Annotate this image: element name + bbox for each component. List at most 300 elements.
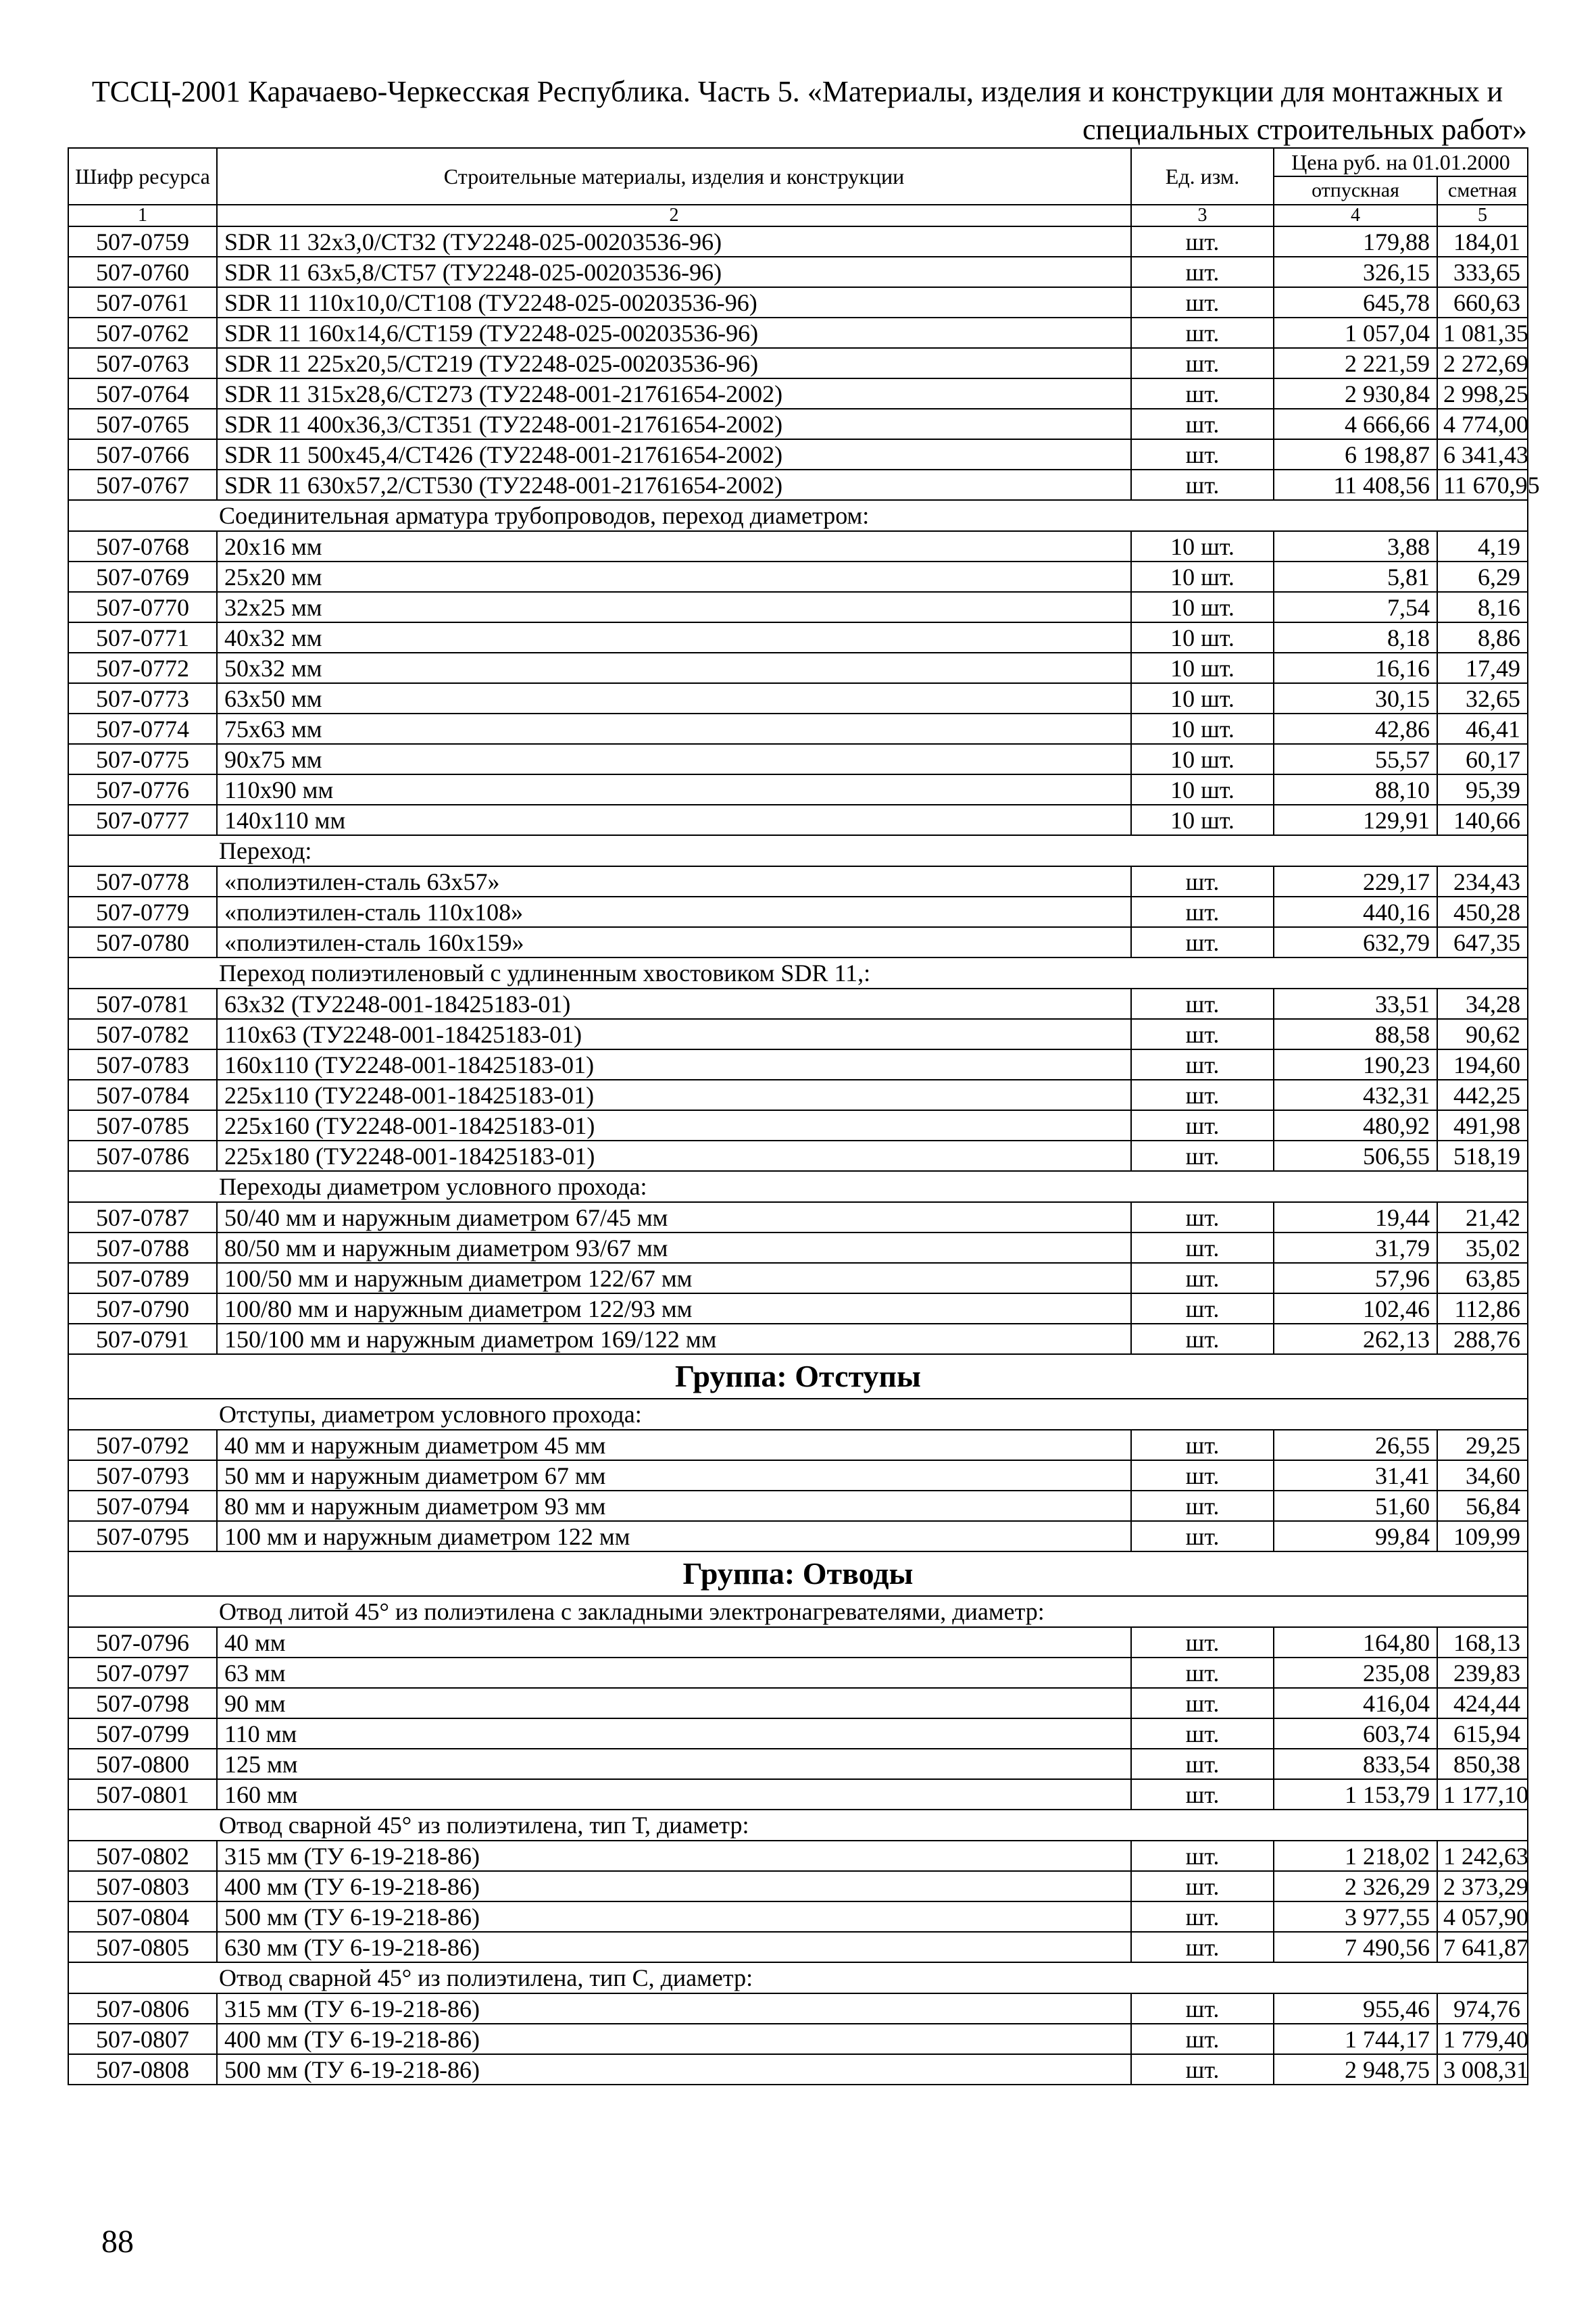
material-name: 90x75 мм <box>217 744 1131 774</box>
estimate-price: 491,98 <box>1437 1110 1528 1141</box>
estimate-price: 1 779,40 <box>1437 2024 1528 2054</box>
table-row <box>68 1521 1528 1551</box>
unit-cell: шт. <box>1131 1430 1274 1460</box>
material-name: 315 мм (ТУ 6-19-218-86) <box>217 1841 1131 1871</box>
material-name: 225x110 (ТУ2248-001-18425183-01) <box>217 1080 1131 1110</box>
estimate-price: 1 177,10 <box>1437 1779 1528 1810</box>
material-name: 32x25 мм <box>217 592 1131 622</box>
material-name: 160x110 (ТУ2248-001-18425183-01) <box>217 1049 1131 1080</box>
material-name: SDR 11 63x5,8/СТ57 (ТУ2248-025-00203536-96) <box>217 257 1131 287</box>
resource-code: 507-0801 <box>68 1779 217 1810</box>
price-table <box>68 147 1540 2085</box>
release-price: 8,18 <box>1274 622 1437 653</box>
release-price: 11 408,56 <box>1274 470 1437 500</box>
material-name: 50x32 мм <box>217 653 1131 683</box>
material-name: 40 мм и наружным диаметром 45 мм <box>217 1430 1131 1460</box>
table-row <box>68 774 1528 805</box>
estimate-price: 32,65 <box>1437 683 1528 714</box>
resource-code: 507-0792 <box>68 1430 217 1460</box>
section-heading-row <box>68 1962 1528 1993</box>
release-price: 26,55 <box>1274 1430 1437 1460</box>
unit-cell: 10 шт. <box>1131 531 1274 562</box>
release-price: 229,17 <box>1274 866 1437 897</box>
table-row <box>68 1932 1528 1962</box>
section-heading-row <box>68 1171 1528 1202</box>
unit-cell: шт. <box>1131 1293 1274 1324</box>
header-code: Шифр ресурса <box>68 148 217 205</box>
estimate-price: 112,86 <box>1437 1293 1528 1324</box>
release-price: 55,57 <box>1274 744 1437 774</box>
release-price: 2 326,29 <box>1274 1871 1437 1901</box>
table-row <box>68 318 1528 348</box>
table-row <box>68 714 1528 744</box>
resource-code: 507-0794 <box>68 1491 217 1521</box>
table-row <box>68 1718 1528 1749</box>
material-name: 50/40 мм и наружным диаметром 67/45 мм <box>217 1202 1131 1233</box>
table-row <box>68 1019 1528 1049</box>
resource-code: 507-0802 <box>68 1841 217 1871</box>
estimate-price: 7 641,87 <box>1437 1932 1528 1962</box>
material-name: 110 мм <box>217 1718 1131 1749</box>
table-row <box>68 1749 1528 1779</box>
resource-code: 507-0803 <box>68 1871 217 1901</box>
table-row <box>68 1324 1528 1354</box>
document-title <box>68 73 1527 149</box>
release-price: 179,88 <box>1274 226 1437 257</box>
unit-cell: шт. <box>1131 1993 1274 2024</box>
table-row <box>68 2054 1528 2085</box>
material-name: 40 мм <box>217 1627 1131 1658</box>
section-heading: Переходы диаметром условного прохода: <box>68 1171 1528 1202</box>
header-estimate: сметная <box>1437 176 1528 205</box>
release-price: 6 198,87 <box>1274 439 1437 470</box>
resource-code: 507-0778 <box>68 866 217 897</box>
release-price: 33,51 <box>1274 989 1437 1019</box>
group-heading-row <box>68 1551 1528 1596</box>
table-row <box>68 470 1528 500</box>
material-name: 20x16 мм <box>217 531 1131 562</box>
estimate-price: 2 373,29 <box>1437 1871 1528 1901</box>
material-name: «полиэтилен-сталь 160x159» <box>217 927 1131 957</box>
section-heading: Отвод сварной 45° из полиэтилена, тип Т, диаметр: <box>68 1810 1528 1841</box>
column-index: 5 <box>1437 205 1528 226</box>
resource-code: 507-0786 <box>68 1141 217 1171</box>
unit-cell: шт. <box>1131 470 1274 500</box>
table-row <box>68 1049 1528 1080</box>
table-row <box>68 989 1528 1019</box>
section-heading: Отвод сварной 45° из полиэтилена, тип С, диаметр: <box>68 1962 1528 1993</box>
resource-code: 507-0779 <box>68 897 217 927</box>
table-row <box>68 1491 1528 1521</box>
resource-code: 507-0775 <box>68 744 217 774</box>
estimate-price: 615,94 <box>1437 1718 1528 1749</box>
estimate-price: 168,13 <box>1437 1627 1528 1658</box>
unit-cell: шт. <box>1131 1688 1274 1718</box>
material-name: 90 мм <box>217 1688 1131 1718</box>
title-line-2: специальных строительных работ» <box>1082 113 1527 146</box>
release-price: 19,44 <box>1274 1202 1437 1233</box>
estimate-price: 1 242,63 <box>1437 1841 1528 1871</box>
release-price: 432,31 <box>1274 1080 1437 1110</box>
estimate-price: 63,85 <box>1437 1263 1528 1293</box>
estimate-price: 1 081,35 <box>1437 318 1528 348</box>
material-name: 40x32 мм <box>217 622 1131 653</box>
material-name: 100/80 мм и наружным диаметром 122/93 мм <box>217 1293 1131 1324</box>
material-name: 63x50 мм <box>217 683 1131 714</box>
resource-code: 507-0805 <box>68 1932 217 1962</box>
section-heading-row <box>68 957 1528 989</box>
header-release: отпускная <box>1274 176 1437 205</box>
material-name: 110x90 мм <box>217 774 1131 805</box>
group-heading: Группа: Отводы <box>68 1551 1528 1596</box>
material-name: 400 мм (ТУ 6-19-218-86) <box>217 2024 1131 2054</box>
resource-code: 507-0804 <box>68 1901 217 1932</box>
section-heading-row <box>68 500 1528 531</box>
release-price: 57,96 <box>1274 1263 1437 1293</box>
release-price: 129,91 <box>1274 805 1437 835</box>
estimate-price: 90,62 <box>1437 1019 1528 1049</box>
resource-code: 507-0777 <box>68 805 217 835</box>
unit-cell: шт. <box>1131 1521 1274 1551</box>
table-row <box>68 897 1528 927</box>
unit-cell: 10 шт. <box>1131 562 1274 592</box>
unit-cell: шт. <box>1131 1871 1274 1901</box>
page-number: 88 <box>101 2224 134 2260</box>
group-heading-row <box>68 1354 1528 1399</box>
table-row <box>68 1202 1528 1233</box>
resource-code: 507-0806 <box>68 1993 217 2024</box>
unit-cell: шт. <box>1131 1141 1274 1171</box>
estimate-price: 11 670,95 <box>1437 470 1528 500</box>
resource-code: 507-0761 <box>68 287 217 318</box>
table-row <box>68 531 1528 562</box>
column-index: 4 <box>1274 205 1437 226</box>
unit-cell: шт. <box>1131 2054 1274 2085</box>
table-row <box>68 653 1528 683</box>
release-price: 2 930,84 <box>1274 378 1437 409</box>
release-price: 7,54 <box>1274 592 1437 622</box>
estimate-price: 34,28 <box>1437 989 1528 1019</box>
table-row <box>68 1460 1528 1491</box>
release-price: 5,81 <box>1274 562 1437 592</box>
material-name: 225x160 (ТУ2248-001-18425183-01) <box>217 1110 1131 1141</box>
resource-code: 507-0764 <box>68 378 217 409</box>
estimate-price: 21,42 <box>1437 1202 1528 1233</box>
table-row <box>68 1658 1528 1688</box>
table-row <box>68 257 1528 287</box>
estimate-price: 29,25 <box>1437 1430 1528 1460</box>
estimate-price: 6,29 <box>1437 562 1528 592</box>
unit-cell: шт. <box>1131 1460 1274 1491</box>
section-heading: Соединительная арматура трубопроводов, переход диаметром: <box>68 500 1528 531</box>
resource-code: 507-0767 <box>68 470 217 500</box>
resource-code: 507-0765 <box>68 409 217 439</box>
header-unit: Ед. изм. <box>1131 148 1274 205</box>
material-name: SDR 11 500x45,4/СТ426 (ТУ2248-001-21761654-2002) <box>217 439 1131 470</box>
material-name: 140x110 мм <box>217 805 1131 835</box>
release-price: 30,15 <box>1274 683 1437 714</box>
unit-cell: 10 шт. <box>1131 683 1274 714</box>
material-name: SDR 11 160x14,6/СТ159 (ТУ2248-025-00203536-96) <box>217 318 1131 348</box>
table-row <box>68 1080 1528 1110</box>
table-row <box>68 1871 1528 1901</box>
release-price: 102,46 <box>1274 1293 1437 1324</box>
table-row <box>68 562 1528 592</box>
release-price: 416,04 <box>1274 1688 1437 1718</box>
unit-cell: шт. <box>1131 1901 1274 1932</box>
section-heading: Отвод литой 45° из полиэтилена с закладными электронагревателями, диаметр: <box>68 1596 1528 1627</box>
table-row <box>68 1430 1528 1460</box>
unit-cell: шт. <box>1131 348 1274 378</box>
release-price: 2 221,59 <box>1274 348 1437 378</box>
table-row <box>68 866 1528 897</box>
material-name: 110x63 (ТУ2248-001-18425183-01) <box>217 1019 1131 1049</box>
unit-cell: шт. <box>1131 897 1274 927</box>
resource-code: 507-0771 <box>68 622 217 653</box>
release-price: 1 153,79 <box>1274 1779 1437 1810</box>
unit-cell: шт. <box>1131 226 1274 257</box>
material-name: 100 мм и наружным диаметром 122 мм <box>217 1521 1131 1551</box>
estimate-price: 2 272,69 <box>1437 348 1528 378</box>
section-heading-row <box>68 1596 1528 1627</box>
unit-cell: шт. <box>1131 1627 1274 1658</box>
material-name: SDR 11 315x28,6/СТ273 (ТУ2248-001-21761654-2002) <box>217 378 1131 409</box>
estimate-price: 850,38 <box>1437 1749 1528 1779</box>
release-price: 3,88 <box>1274 531 1437 562</box>
material-name: 315 мм (ТУ 6-19-218-86) <box>217 1993 1131 2024</box>
estimate-price: 184,01 <box>1437 226 1528 257</box>
material-name: «полиэтилен-сталь 63x57» <box>217 866 1131 897</box>
material-name: SDR 11 110x10,0/СТ108 (ТУ2248-025-00203536-96) <box>217 287 1131 318</box>
estimate-price: 4 774,00 <box>1437 409 1528 439</box>
table-row <box>68 592 1528 622</box>
table-row <box>68 2024 1528 2054</box>
group-heading: Группа: Отступы <box>68 1354 1528 1399</box>
unit-cell: шт. <box>1131 1110 1274 1141</box>
resource-code: 507-0773 <box>68 683 217 714</box>
unit-cell: шт. <box>1131 1932 1274 1962</box>
unit-cell: шт. <box>1131 1841 1274 1871</box>
estimate-price: 288,76 <box>1437 1324 1528 1354</box>
resource-code: 507-0797 <box>68 1658 217 1688</box>
resource-code: 507-0783 <box>68 1049 217 1080</box>
estimate-price: 60,17 <box>1437 744 1528 774</box>
release-price: 1 744,17 <box>1274 2024 1437 2054</box>
table-row <box>68 683 1528 714</box>
material-name: 100/50 мм и наружным диаметром 122/67 мм <box>217 1263 1131 1293</box>
unit-cell: 10 шт. <box>1131 774 1274 805</box>
resource-code: 507-0772 <box>68 653 217 683</box>
release-price: 88,58 <box>1274 1019 1437 1049</box>
unit-cell: шт. <box>1131 989 1274 1019</box>
release-price: 833,54 <box>1274 1749 1437 1779</box>
resource-code: 507-0789 <box>68 1263 217 1293</box>
resource-code: 507-0769 <box>68 562 217 592</box>
unit-cell: 10 шт. <box>1131 622 1274 653</box>
table-row <box>68 1233 1528 1263</box>
unit-cell: шт. <box>1131 1491 1274 1521</box>
estimate-price: 974,76 <box>1437 1993 1528 2024</box>
table-row <box>68 1627 1528 1658</box>
resource-code: 507-0759 <box>68 226 217 257</box>
material-name: SDR 11 400x36,3/СТ351 (ТУ2248-001-21761654-2002) <box>217 409 1131 439</box>
release-price: 955,46 <box>1274 1993 1437 2024</box>
unit-cell: 10 шт. <box>1131 805 1274 835</box>
estimate-price: 450,28 <box>1437 897 1528 927</box>
section-heading-row <box>68 1810 1528 1841</box>
resource-code: 507-0791 <box>68 1324 217 1354</box>
release-price: 632,79 <box>1274 927 1437 957</box>
estimate-price: 424,44 <box>1437 1688 1528 1718</box>
table-row <box>68 744 1528 774</box>
resource-code: 507-0782 <box>68 1019 217 1049</box>
release-price: 1 218,02 <box>1274 1841 1437 1871</box>
resource-code: 507-0781 <box>68 989 217 1019</box>
estimate-price: 3 008,31 <box>1437 2054 1528 2085</box>
column-index: 3 <box>1131 205 1274 226</box>
unit-cell: 10 шт. <box>1131 714 1274 744</box>
table-row <box>68 1293 1528 1324</box>
resource-code: 507-0760 <box>68 257 217 287</box>
column-index: 2 <box>217 205 1131 226</box>
release-price: 4 666,66 <box>1274 409 1437 439</box>
estimate-price: 6 341,43 <box>1437 439 1528 470</box>
resource-code: 507-0776 <box>68 774 217 805</box>
unit-cell: 10 шт. <box>1131 653 1274 683</box>
release-price: 16,16 <box>1274 653 1437 683</box>
resource-code: 507-0795 <box>68 1521 217 1551</box>
release-price: 480,92 <box>1274 1110 1437 1141</box>
table-row <box>68 1263 1528 1293</box>
unit-cell: шт. <box>1131 927 1274 957</box>
header-price: Цена руб. на 01.01.2000 <box>1274 148 1528 176</box>
unit-cell: шт. <box>1131 287 1274 318</box>
table-row <box>68 226 1528 257</box>
estimate-price: 35,02 <box>1437 1233 1528 1263</box>
header-row <box>68 148 1528 176</box>
material-name: 160 мм <box>217 1779 1131 1810</box>
header-name: Строительные материалы, изделия и конструкции <box>217 148 1131 205</box>
estimate-price: 194,60 <box>1437 1049 1528 1080</box>
section-heading: Переход полиэтиленовый с удлиненным хвостовиком SDR 11,: <box>68 957 1528 989</box>
estimate-price: 647,35 <box>1437 927 1528 957</box>
release-price: 51,60 <box>1274 1491 1437 1521</box>
unit-cell: шт. <box>1131 1324 1274 1354</box>
table-row <box>68 1688 1528 1718</box>
material-name: 63 мм <box>217 1658 1131 1688</box>
resource-code: 507-0762 <box>68 318 217 348</box>
estimate-price: 109,99 <box>1437 1521 1528 1551</box>
unit-cell: шт. <box>1131 378 1274 409</box>
unit-cell: шт. <box>1131 1233 1274 1263</box>
table-row <box>68 348 1528 378</box>
unit-cell: шт. <box>1131 2024 1274 2054</box>
estimate-price: 56,84 <box>1437 1491 1528 1521</box>
estimate-price: 4 057,90 <box>1437 1901 1528 1932</box>
section-heading: Переход: <box>68 835 1528 866</box>
material-name: «полиэтилен-сталь 110x108» <box>217 897 1131 927</box>
column-index: 1 <box>68 205 217 226</box>
resource-code: 507-0780 <box>68 927 217 957</box>
material-name: 25x20 мм <box>217 562 1131 592</box>
table-row <box>68 1779 1528 1810</box>
unit-cell: шт. <box>1131 1779 1274 1810</box>
resource-code: 507-0798 <box>68 1688 217 1718</box>
material-name: 80 мм и наружным диаметром 93 мм <box>217 1491 1131 1521</box>
release-price: 2 948,75 <box>1274 2054 1437 2085</box>
estimate-price: 95,39 <box>1437 774 1528 805</box>
material-name: 630 мм (ТУ 6-19-218-86) <box>217 1932 1131 1962</box>
resource-code: 507-0774 <box>68 714 217 744</box>
material-name: SDR 11 32x3,0/СТ32 (ТУ2248-025-00203536-96) <box>217 226 1131 257</box>
release-price: 440,16 <box>1274 897 1437 927</box>
resource-code: 507-0770 <box>68 592 217 622</box>
estimate-price: 17,49 <box>1437 653 1528 683</box>
release-price: 31,41 <box>1274 1460 1437 1491</box>
estimate-price: 8,86 <box>1437 622 1528 653</box>
title-line-1: ТССЦ-2001 Карачаево-Черкесская Республика. Часть 5. «Материалы, изделия и конструкции для монтажных и <box>91 75 1503 108</box>
table-row <box>68 409 1528 439</box>
table-row <box>68 1141 1528 1171</box>
material-name: 50 мм и наружным диаметром 67 мм <box>217 1460 1131 1491</box>
estimate-price: 442,25 <box>1437 1080 1528 1110</box>
release-price: 164,80 <box>1274 1627 1437 1658</box>
estimate-price: 660,63 <box>1437 287 1528 318</box>
release-price: 88,10 <box>1274 774 1437 805</box>
resource-code: 507-0784 <box>68 1080 217 1110</box>
material-name: 400 мм (ТУ 6-19-218-86) <box>217 1871 1131 1901</box>
release-price: 3 977,55 <box>1274 1901 1437 1932</box>
table-row <box>68 439 1528 470</box>
resource-code: 507-0768 <box>68 531 217 562</box>
estimate-price: 234,43 <box>1437 866 1528 897</box>
release-price: 235,08 <box>1274 1658 1437 1688</box>
resource-code: 507-0808 <box>68 2054 217 2085</box>
resource-code: 507-0787 <box>68 1202 217 1233</box>
estimate-price: 8,16 <box>1437 592 1528 622</box>
section-heading-row <box>68 1399 1528 1430</box>
table-row <box>68 287 1528 318</box>
release-price: 603,74 <box>1274 1718 1437 1749</box>
release-price: 1 057,04 <box>1274 318 1437 348</box>
release-price: 42,86 <box>1274 714 1437 744</box>
unit-cell: шт. <box>1131 866 1274 897</box>
release-price: 190,23 <box>1274 1049 1437 1080</box>
column-index-row <box>68 205 1528 226</box>
table-row <box>68 1993 1528 2024</box>
unit-cell: шт. <box>1131 1202 1274 1233</box>
material-name: 150/100 мм и наружным диаметром 169/122 мм <box>217 1324 1131 1354</box>
unit-cell: шт. <box>1131 409 1274 439</box>
resource-code: 507-0763 <box>68 348 217 378</box>
unit-cell: 10 шт. <box>1131 744 1274 774</box>
unit-cell: шт. <box>1131 318 1274 348</box>
material-name: SDR 11 225x20,5/СТ219 (ТУ2248-025-00203536-96) <box>217 348 1131 378</box>
unit-cell: шт. <box>1131 1718 1274 1749</box>
unit-cell: шт. <box>1131 1658 1274 1688</box>
material-name: 125 мм <box>217 1749 1131 1779</box>
estimate-price: 140,66 <box>1437 805 1528 835</box>
resource-code: 507-0793 <box>68 1460 217 1491</box>
unit-cell: шт. <box>1131 1263 1274 1293</box>
estimate-price: 4,19 <box>1437 531 1528 562</box>
release-price: 7 490,56 <box>1274 1932 1437 1962</box>
resource-code: 507-0785 <box>68 1110 217 1141</box>
resource-code: 507-0799 <box>68 1718 217 1749</box>
estimate-price: 46,41 <box>1437 714 1528 744</box>
release-price: 99,84 <box>1274 1521 1437 1551</box>
table-row <box>68 378 1528 409</box>
